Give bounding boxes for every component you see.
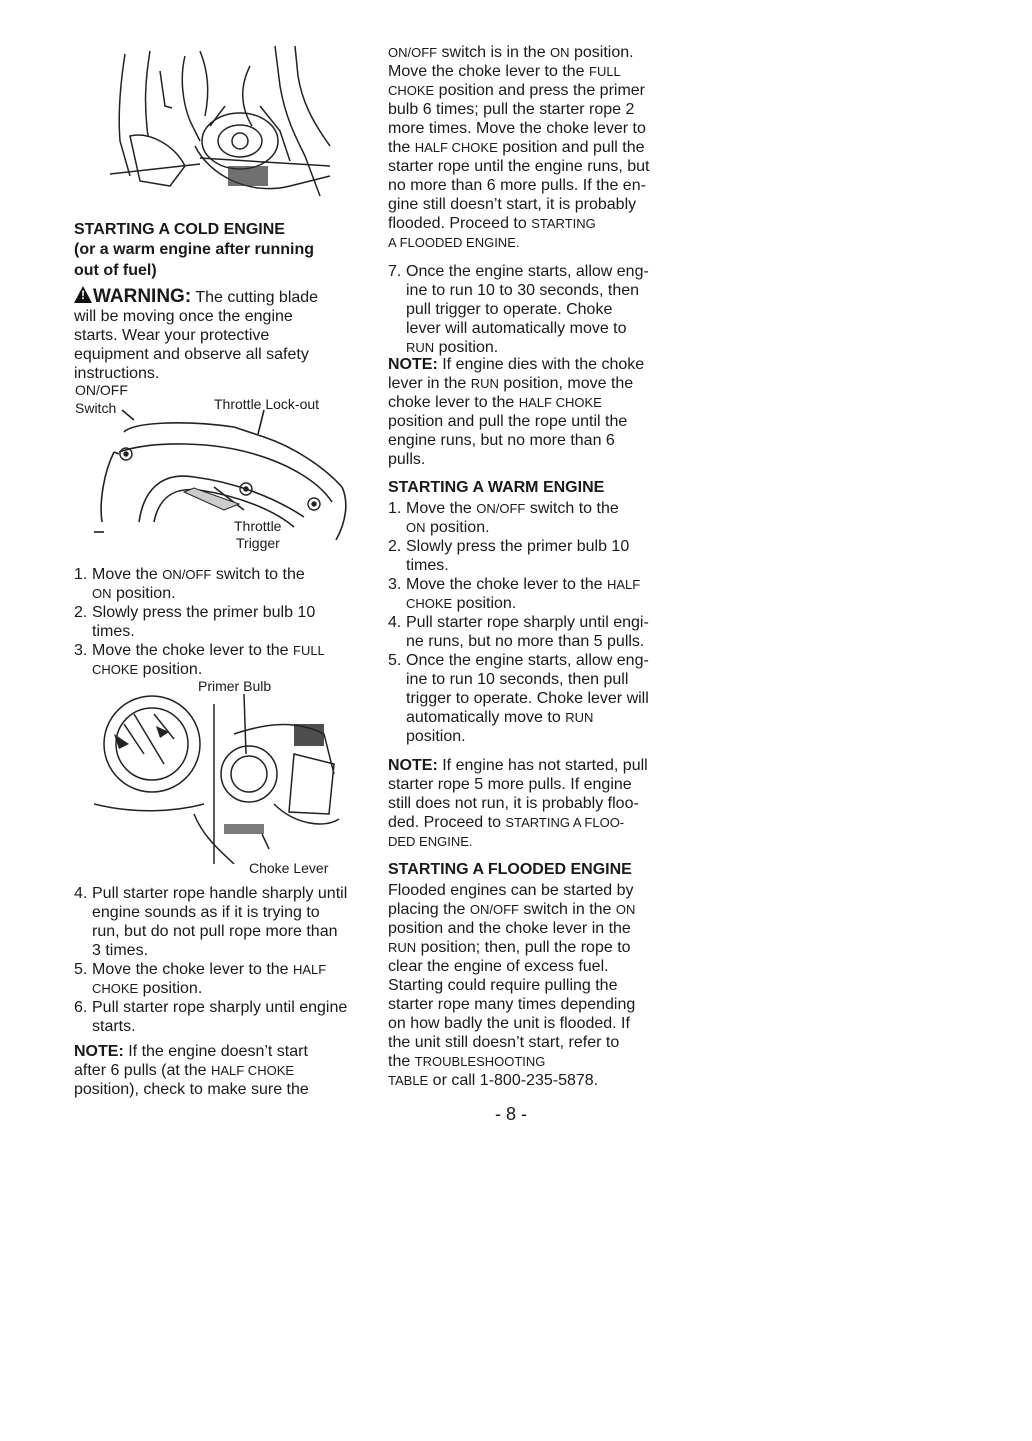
step-number: 5. — [74, 961, 88, 978]
term: ON — [550, 45, 570, 60]
step-term: ON — [406, 520, 426, 535]
cold-engine-subheading-1: (or a warm engine after running — [74, 241, 315, 258]
step-number: 5. — [388, 652, 402, 669]
note-label: NOTE: — [74, 1043, 124, 1060]
warm-engine-heading: STARTING A WARM ENGINE — [388, 479, 605, 496]
handle-illustration — [74, 392, 370, 552]
note-term: HALF CHOKE — [518, 395, 602, 410]
text: starter rope many times depending — [388, 996, 636, 1013]
label-throttle-lockout: Throttle Lock-out — [214, 396, 320, 412]
list-item — [388, 499, 688, 537]
warning-line-1 — [74, 286, 370, 307]
cold-steps-4-6 — [74, 884, 370, 1036]
step-number: 7. — [388, 263, 402, 280]
step-term: CHOKE — [92, 981, 139, 996]
text: clear the engine of excess fuel. — [388, 958, 609, 975]
step-term: ON — [92, 586, 112, 601]
note-label: NOTE: — [388, 757, 438, 774]
warning-text: The cutting blade — [191, 289, 319, 306]
note-text: choke lever to the — [388, 394, 519, 411]
text: bulb 6 times; pull the starter rope 2 — [388, 101, 635, 118]
text: the — [388, 1053, 415, 1070]
step-number: 2. — [388, 538, 402, 555]
term: RUN — [388, 940, 417, 955]
list-item — [74, 884, 370, 960]
note-text: position and pull the rope until the — [388, 413, 628, 430]
cold-engine-subheading-2: out of fuel) — [74, 262, 157, 279]
step-number: 1. — [388, 500, 402, 517]
text: Flooded engines can be started by — [388, 882, 634, 899]
step-text: Pull starter rope handle sharply until — [92, 885, 348, 902]
text: position and the choke lever in the — [388, 920, 631, 937]
step-text: Pull starter rope sharply until engine — [92, 999, 348, 1016]
warm-engine-section — [388, 478, 688, 746]
step-text: engine sounds as if it is trying to — [92, 904, 320, 921]
step-number: 3. — [74, 642, 88, 659]
cold-engine-section — [74, 220, 370, 383]
step-term: HALF — [607, 577, 641, 592]
list-item — [74, 565, 370, 603]
note-text: position), check to make sure the — [74, 1081, 309, 1098]
step-text: automatically move to — [406, 709, 566, 726]
note-text: position, move the — [498, 375, 634, 392]
note-text: lever in the — [388, 375, 471, 392]
step-text: position. — [425, 519, 490, 536]
note-term: DED ENGINE. — [388, 834, 473, 849]
list-item — [74, 998, 370, 1036]
step-number: 3. — [388, 576, 402, 593]
text: position and pull the — [497, 139, 645, 156]
note-text: If the engine doesn’t start — [123, 1043, 308, 1060]
cold-steps-1-3 — [74, 565, 370, 679]
step-text: pull trigger to operate. Choke — [406, 301, 613, 318]
text: the unit still doesn’t start, refer to — [388, 1034, 620, 1051]
primer-figure — [94, 678, 370, 878]
warm-steps — [388, 499, 688, 746]
label-primer-bulb: Primer Bulb — [198, 678, 272, 694]
list-item — [74, 641, 370, 679]
step-text: Move the — [406, 500, 477, 517]
step-text: Move the choke lever to the — [406, 576, 607, 593]
text: placing the — [388, 901, 470, 918]
note-cold — [74, 1042, 370, 1099]
step-text: ne runs, but no more than 5 pulls. — [406, 633, 645, 650]
text: no more than 6 more pulls. If the en- — [388, 177, 646, 194]
text: more times. Move the choke lever to — [388, 120, 646, 137]
step-text: times. — [92, 623, 135, 640]
warning-line-2: will be moving once the engine — [74, 308, 293, 325]
text: flooded. Proceed to — [388, 215, 532, 232]
term: STARTING — [531, 216, 596, 231]
step-number: 6. — [74, 999, 88, 1016]
list-item — [74, 960, 370, 998]
cold-step-7 — [388, 262, 688, 357]
step-text: position. — [434, 339, 499, 356]
text: gine still doesn’t start, it is probably — [388, 196, 637, 213]
step-term: CHOKE — [92, 662, 139, 677]
note-text: If engine has not started, pull — [437, 757, 648, 774]
note-label: NOTE: — [388, 356, 438, 373]
step-text: run, but do not pull rope more than — [92, 923, 338, 940]
warning-label: WARNING: — [93, 286, 192, 307]
step-term: RUN — [406, 340, 435, 355]
label-throttle: Throttle — [234, 518, 282, 534]
list-item — [388, 575, 688, 613]
step-text: ine to run 10 to 30 seconds, then — [406, 282, 640, 299]
list-item — [388, 537, 688, 575]
step-text: switch to the — [211, 566, 305, 583]
note-term: STARTING A FLOO- — [505, 815, 625, 830]
step-number: 4. — [388, 614, 402, 631]
term: FULL — [589, 64, 621, 79]
step-term: CHOKE — [406, 596, 453, 611]
text: Move the choke lever to the — [388, 63, 589, 80]
note-term: RUN — [470, 376, 499, 391]
primer-illustration — [94, 694, 354, 864]
note-text: pulls. — [388, 451, 426, 468]
step-number: 2. — [74, 604, 88, 621]
step-text: Slowly press the primer bulb 10 — [406, 538, 630, 555]
step-text: times. — [406, 557, 449, 574]
list-item — [388, 262, 688, 357]
illustration-hands-starting-trimmer — [90, 46, 340, 208]
note-text: starter rope 5 more pulls. If engine — [388, 776, 632, 793]
flooded-engine-section — [388, 860, 688, 1090]
handle-figure — [74, 382, 370, 552]
note-not-started — [388, 756, 688, 851]
step-text: switch to the — [525, 500, 619, 517]
term: ON — [615, 902, 636, 917]
label-on-off: ON/OFF — [75, 382, 128, 398]
cold-engine-heading: STARTING A COLD ENGINE — [74, 221, 285, 238]
label-switch: Switch — [75, 400, 117, 416]
term: TROUBLESHOOTING — [414, 1054, 546, 1069]
step-text: Pull starter rope sharply until engi- — [406, 614, 649, 631]
page-number: - 8 - — [495, 1104, 528, 1124]
step-text: starts. — [92, 1018, 136, 1035]
warning-line-4: equipment and observe all safety — [74, 346, 309, 363]
step-text: Move the choke lever to the — [92, 642, 293, 659]
step-text: position. — [452, 595, 517, 612]
term: A FLOODED ENGINE. — [388, 235, 520, 250]
note-text: If engine dies with the choke — [437, 356, 645, 373]
text: switch in the — [518, 901, 616, 918]
term: ON/OFF — [469, 902, 519, 917]
term: TABLE — [388, 1073, 429, 1088]
step-text: Once the engine starts, allow eng- — [406, 263, 649, 280]
step-term: RUN — [565, 710, 594, 725]
step-text: position. — [111, 585, 176, 602]
step-text: trigger to operate. Choke lever will — [406, 690, 649, 707]
label-choke-lever: Choke Lever — [249, 860, 329, 876]
text: the — [388, 139, 415, 156]
term: ON/OFF — [388, 45, 438, 60]
step-text: position. — [138, 980, 203, 997]
text: starter rope until the engine runs, but — [388, 158, 650, 175]
step-text: Slowly press the primer bulb 10 — [92, 604, 316, 621]
step-text: Move the — [92, 566, 163, 583]
step-text: position. — [138, 661, 203, 678]
warning-line-3: starts. Wear your protective — [74, 327, 270, 344]
note-text: ded. Proceed to — [388, 814, 506, 831]
text: on how badly the unit is flooded. If — [388, 1015, 630, 1032]
step-term: ON/OFF — [476, 501, 526, 516]
note-text: still does not run, it is probably floo- — [388, 795, 639, 812]
warning-line-5: instructions. — [74, 365, 160, 382]
list-item — [388, 651, 688, 746]
step-number: 1. — [74, 566, 88, 583]
step-number: 4. — [74, 885, 88, 902]
note-term: HALF CHOKE — [210, 1063, 295, 1078]
term: CHOKE — [388, 83, 435, 98]
text: Starting could require pulling the — [388, 977, 618, 994]
list-item — [388, 613, 688, 651]
flooded-engine-heading: STARTING A FLOODED ENGINE — [388, 861, 632, 878]
text: position and press the primer — [434, 82, 646, 99]
text: or call 1-800-235-5878. — [428, 1072, 599, 1089]
note-engine-dies — [388, 355, 688, 469]
text: switch is in the — [437, 44, 551, 61]
list-item — [74, 603, 370, 641]
step-text: 3 times. — [92, 942, 149, 959]
label-trigger: Trigger — [236, 535, 280, 551]
step-term: ON/OFF — [162, 567, 212, 582]
step-term: HALF — [293, 962, 327, 977]
cold-continued — [388, 43, 688, 252]
term: HALF CHOKE — [414, 140, 498, 155]
warning-icon: ! — [74, 286, 92, 303]
step-text: lever will automatically move to — [406, 320, 627, 337]
step-text: position. — [406, 728, 466, 745]
note-text: after 6 pulls (at the — [74, 1062, 211, 1079]
text: position; then, pull the rope to — [416, 939, 631, 956]
step-text: ine to run 10 seconds, then pull — [406, 671, 629, 688]
text: position. — [569, 44, 634, 61]
step-term: FULL — [293, 643, 325, 658]
step-text: Move the choke lever to the — [92, 961, 293, 978]
note-text: engine runs, but no more than 6 — [388, 432, 615, 449]
step-text: Once the engine starts, allow eng- — [406, 652, 649, 669]
